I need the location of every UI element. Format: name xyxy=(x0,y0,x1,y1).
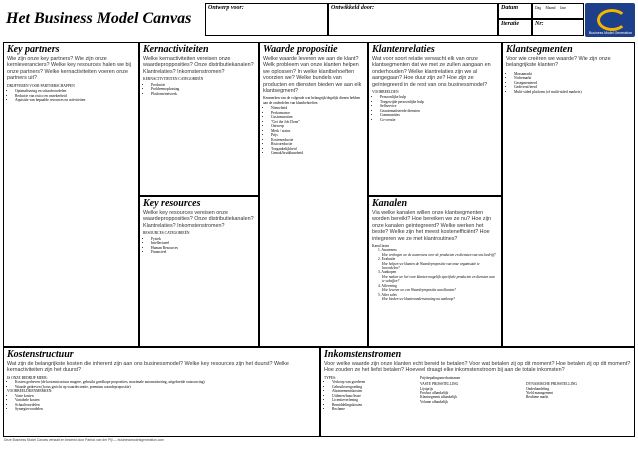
kanalen-phase xyxy=(372,284,498,293)
list-item: Lijstprijs xyxy=(420,386,433,391)
waarde-propositie-list xyxy=(263,106,364,156)
types-label: TYPES: xyxy=(324,375,336,380)
list-item: • Uitlenen/huur/lease xyxy=(332,394,414,399)
kanalen-phase xyxy=(372,270,498,283)
klantenrelaties-question: Wat voor soort relatie verwacht elk van onze klantsegmenten dat we met ze zullen aangaan en onderhouden? Welke klantrelaties zijn we al aangegaan? Hoe duur zijn ze? Hoe zijn ze geïntegreerd in de rest van ons businessmodel? xyxy=(372,56,491,88)
waarde-propositie-label: Kenmerken van de volgende wat belangrijk/degelijk dienen hebben aan de onderdelen van klantbehoeften xyxy=(263,96,361,105)
klantenrelaties-list xyxy=(372,95,498,122)
list-item: • Fysiek xyxy=(151,237,255,242)
phase-name: 5. After sales xyxy=(378,292,397,297)
key-resources-block xyxy=(139,196,259,347)
business-model-generation-logo xyxy=(585,3,635,37)
list-item: • Co-creatie xyxy=(380,118,498,123)
phase-name: 2. Evaluatie xyxy=(378,257,396,262)
list-item: • Human Resources xyxy=(151,246,255,251)
inkomstenstromen-question: Voor welke waarde zijn onze klanten echt bereid te betalen? Voor wat betalen zij op dit moment? Hoe betalen zij op dit moment? Hoe zouden ze het liefst betalen? Hoeveel draagt elke inkomstenstroom bij aan de totale inkomsten? xyxy=(324,361,631,374)
waarde-propositie-title: Waarde propositie xyxy=(263,44,338,55)
dynamic-pricing xyxy=(526,382,630,400)
list-item: • Aquisitie van bepaalde resources en activiteiten xyxy=(15,98,135,103)
list-item: • Multi-sided platform (of multi-sided markets) xyxy=(514,90,631,95)
inkomstenstromen-block xyxy=(320,347,635,437)
klantenrelaties-title: Klantenrelaties xyxy=(372,44,435,55)
list-item: • Reclame xyxy=(332,407,414,412)
list-item: • Probleemoplossing xyxy=(151,87,255,92)
list-item: • Nieuwheid xyxy=(271,106,364,111)
klantsegmenten-block xyxy=(502,42,635,347)
list-item: • Nichemarkt xyxy=(514,76,631,81)
list-item: • Platform/netwerk xyxy=(151,92,255,97)
list-item: • Productie xyxy=(151,83,255,88)
phase-name: 4. Aflevering xyxy=(378,283,397,288)
kostenstructuur-label2: VOORBEELDKENMERKEN: xyxy=(7,389,53,394)
list-item: • Kostenreductie xyxy=(271,138,364,143)
list-item: • Prijs xyxy=(271,133,364,138)
list-item: • Schaalvoordelen xyxy=(15,403,316,408)
pricing-column xyxy=(420,375,630,404)
kernactiviteiten-title: Kernactiviteiten xyxy=(143,44,209,55)
list-item: • Gemak/bruikbaarheid xyxy=(271,151,364,156)
waarde-propositie-question: Welke waarde leveren we aan de klant? Welk probleem van onze klanten helpen we oplossen? In welke klantbehoeften voorzien we? Welke bundels van producten en diensten bieden we aan elk klantsegment? xyxy=(263,56,362,95)
waarde-propositie-block xyxy=(259,42,368,347)
kanalen-phase xyxy=(372,257,498,270)
phase-desc: Hoe leveren we een Waardepropositie aan klanten? xyxy=(382,288,456,293)
nr-field[interactable] xyxy=(532,19,584,36)
fixed-label: VASTE PRIJSSTELLING xyxy=(420,382,459,387)
kernactiviteiten-block xyxy=(139,42,259,196)
phase-desc: Hoe verhogen we de awareness over de producten en diensten van ons bedrijf? xyxy=(382,252,496,257)
list-item: • Toegankelijkheid xyxy=(271,147,364,152)
list-item: Onderhandeling xyxy=(526,386,550,391)
key-partners-block xyxy=(3,42,139,347)
list-item: • Bemiddelingskosten xyxy=(332,403,414,408)
iteratie-label-cell xyxy=(498,19,532,36)
list-item: • Kosten gedreven (de kostenstructuur magere, gebruikt goedkope proposities, maximale automatisering, uitgebreide outsourcing) xyxy=(15,380,316,385)
nr-label: Nr: xyxy=(535,21,544,27)
key-resources-title: Key resources xyxy=(143,198,201,209)
list-item: • Communities xyxy=(380,113,498,118)
maand-label: Maand xyxy=(545,6,556,10)
kostenstructuur-title: Kostenstructuur xyxy=(7,349,74,360)
list-item: • "Get the Job Done" xyxy=(271,120,364,125)
key-resources-label: RESOURCES CATEGORIEËN xyxy=(143,231,190,236)
pricing-label: Prijsbepalingsmechanismen xyxy=(420,375,461,380)
list-item: • Optimalisering en schaalvoordelen xyxy=(15,89,135,94)
kanalen-phase xyxy=(372,293,498,302)
key-partners-question: Wie zijn onze key partners? Wie zijn onze kernleveranciers? Welke key resources halen we bij onze partners? Welke kernactiviteiten voeren onze partners uit? xyxy=(7,56,131,82)
kanalen-label: Kanal fasen xyxy=(372,244,390,249)
kanalen-phase xyxy=(372,248,498,257)
list-item: • Risicoreductie xyxy=(271,142,364,147)
klantsegmenten-list xyxy=(506,72,631,95)
page-title: Het Business Model Canvas xyxy=(6,10,192,27)
list-item: • Persoonlijke hulp xyxy=(380,95,498,100)
list-item: • Gediversifieerd xyxy=(514,85,631,90)
phase-desc: Hoe bieden we klantenondersteuning na aankoop? xyxy=(382,296,455,301)
list-item: • Selfservice xyxy=(380,104,498,109)
ontwerp-voor-label: Ontwerp voor: xyxy=(208,5,244,11)
list-item: • Synergievoordelen xyxy=(15,407,316,412)
key-partners-title: Key partners xyxy=(7,44,60,55)
kostenstructuur-block xyxy=(3,347,320,437)
phase-desc: Hoe maken we het voor klanten mogelijk specifieke producten en diensten aan te schaffen? xyxy=(382,274,495,284)
phase-name: 3. Aankopen xyxy=(378,270,397,275)
datum-label: Datum xyxy=(501,5,519,11)
kanalen-question: Via welke kanalen willen onze klantsegmenten worden bereikt? Hoe bereiken we ze nu? Hoe zijn onze kanalen geïntegreerd? Welke werken het beste? Welke zijn het meest kostenefficiënt? Hoe integreren we ze met klantroutines? xyxy=(372,210,491,242)
fixed-pricing xyxy=(420,382,520,404)
klantenrelaties-label: VOORBEELDEN xyxy=(372,90,399,95)
kernactiviteiten-list xyxy=(143,83,255,97)
kostenstructuur-list xyxy=(7,380,316,389)
kostenstructuur-label: IS ONZE BEDRIJF MEER: xyxy=(7,375,48,380)
list-item: • Waarde gedreven (focus gericht op waardecreatie, premium waardepropositie) xyxy=(15,385,316,390)
list-item: • Intellectueel xyxy=(151,241,255,246)
datum-field[interactable] xyxy=(532,3,584,19)
types-column xyxy=(324,376,414,412)
inkomstenstromen-title: Inkomstenstromen xyxy=(324,349,402,360)
list-item: Volume afhankelijk xyxy=(420,399,449,404)
ontwikkeld-door-label: Ontwikkeld door: xyxy=(331,5,375,11)
ontwikkeld-door-field[interactable] xyxy=(328,3,498,36)
logo-emblem xyxy=(597,9,627,31)
list-item: • Performance xyxy=(271,111,364,116)
types-list xyxy=(324,380,414,412)
list-item: Product afhankelijk xyxy=(420,391,449,396)
kanalen-block xyxy=(368,196,502,347)
klantsegmenten-title: Klantsegmenten xyxy=(506,44,573,55)
key-partners-list xyxy=(7,89,135,103)
list-item: • Merk / status xyxy=(271,129,364,134)
key-resources-list xyxy=(143,237,255,255)
list-item: Yield management xyxy=(526,391,554,396)
phase-desc: Hoe helpen we klanten de Waardepropositie van onze organisatie te beoordelen? xyxy=(382,261,480,271)
list-item: • Financieel xyxy=(151,250,255,255)
kanalen-title: Kanalen xyxy=(372,198,408,209)
kernactiviteiten-question: Welke kernactiviteiten vereisen onze waardepropposities? Onze distributiekanalen? Klantrelaties? Inkomstenstromen? xyxy=(143,56,254,75)
list-item: • Vaste kosten xyxy=(15,394,316,399)
list-item: • Verkoop van goederen xyxy=(332,380,414,385)
iteratie-label: Iteratie xyxy=(501,21,519,27)
jaar-label: Jaar xyxy=(559,6,566,10)
list-item: • Reductie van risico en onzekerheid xyxy=(15,94,135,99)
key-resources-question: Welke key resources vereisen onze waardepropposities? Onze distributiekanalen? Klantrelaties? Inkomstenstromen? xyxy=(143,210,254,229)
key-partners-label: DRIJFVEREN VOOR PARTNERSCHAPPEN xyxy=(7,83,75,88)
logo-text: Business Model Generation xyxy=(589,31,632,35)
dynamic-label: DYNAMISCHE PRIJSSTELLING xyxy=(526,382,578,387)
kostenstructuur-question: Wat zijn de belangrijkste kosten die inherent zijn aan ons businessmodel? Welke key resources zijn het duurst? Welke kernactiviteiten zijn het duurst? xyxy=(7,361,289,374)
dag-label: Dag xyxy=(535,6,541,10)
inkomstenstromen-columns xyxy=(324,376,631,426)
datum-label-cell xyxy=(498,3,532,19)
footer-credit: Deze Business Model Canvas vertaalt en bewerkt door Patrick van der Pijl — businessmodelsgeneration.com xyxy=(4,438,164,442)
list-item: Klantsegment afhankelijk xyxy=(420,395,458,400)
klantsegmenten-question: Voor wie creëren we waarde? Wie zijn onze belangrijkste klanten? xyxy=(506,56,611,69)
list-item: • Gebruiksvergoeding xyxy=(332,385,414,390)
list-item: • Toegewijde persoonlijke hulp xyxy=(380,100,498,105)
list-item: • Licentieverlening xyxy=(332,398,414,403)
phase-name: 1. Awareness xyxy=(378,248,397,253)
kernactiviteiten-label: KERNACTIVITEITEN CATEGORIEËN xyxy=(143,77,204,82)
klantenrelaties-block xyxy=(368,42,502,196)
list-item: • Variabele kosten xyxy=(15,398,316,403)
list-item: • Customization xyxy=(271,115,364,120)
list-item: • Abonnementskosten xyxy=(332,389,414,394)
list-item: Realtime markt xyxy=(526,395,549,400)
kostenstructuur-list2 xyxy=(7,394,316,412)
list-item: • Ontwerp xyxy=(271,124,364,129)
list-item: • Massamarkt xyxy=(514,72,631,77)
ontwerp-voor-field[interactable] xyxy=(205,3,328,36)
list-item: • Gesegmenteerd xyxy=(514,81,631,86)
list-item: • Geautomatiseerde diensten xyxy=(380,109,498,114)
